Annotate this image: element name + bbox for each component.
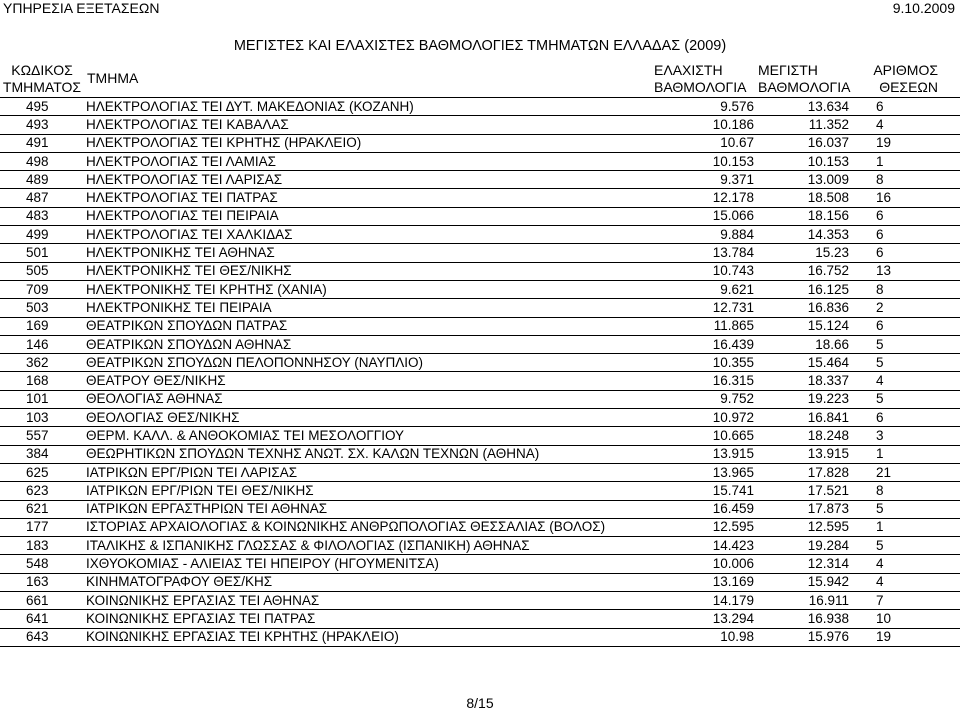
cell-department: ΗΛΕΚΤΡΟΝΙΚΗΣ ΤΕΙ ΠΕΙΡΑΙΑ	[84, 299, 644, 317]
cell-code: 499	[0, 226, 84, 244]
table-row	[0, 500, 960, 518]
table-row	[0, 354, 960, 372]
table-row	[0, 592, 960, 610]
cell-max-score: 16.841	[756, 409, 864, 427]
cell-code: 489	[0, 171, 84, 189]
cell-department: ΗΛΕΚΤΡΟΛΟΓΙΑΣ ΤΕΙ ΛΑΜΙΑΣ	[84, 152, 644, 170]
cell-code: 168	[0, 372, 84, 390]
cell-code: 493	[0, 116, 84, 134]
cell-positions: 6	[864, 226, 960, 244]
page-number: 8/15	[466, 695, 494, 711]
cell-code: 621	[0, 500, 84, 518]
table-row	[0, 537, 960, 555]
cell-positions: 6	[864, 317, 960, 335]
cell-positions: 1	[864, 152, 960, 170]
cell-positions: 5	[864, 500, 960, 518]
table-row	[0, 171, 960, 189]
cell-positions: 19	[864, 628, 960, 646]
cell-max-score: 17.828	[756, 463, 864, 481]
cell-min-score: 12.595	[644, 518, 756, 536]
cell-code: 501	[0, 244, 84, 262]
table-row	[0, 445, 960, 463]
cell-positions: 4	[864, 573, 960, 591]
cell-max-score: 16.752	[756, 262, 864, 280]
cell-max-score: 15.942	[756, 573, 864, 591]
table-row	[0, 628, 960, 646]
cell-code: 146	[0, 335, 84, 353]
cell-code: 163	[0, 573, 84, 591]
table-row	[0, 98, 960, 116]
cell-max-score: 14.353	[756, 226, 864, 244]
cell-positions: 5	[864, 390, 960, 408]
table-row	[0, 116, 960, 134]
cell-code: 101	[0, 390, 84, 408]
cell-department: ΚΟΙΝΩΝΙΚΗΣ ΕΡΓΑΣΙΑΣ ΤΕΙ ΚΡΗΤΗΣ (ΗΡΑΚΛΕΙΟ)	[84, 628, 644, 646]
cell-department: ΘΕΟΛΟΓΙΑΣ ΘΕΣ/ΝΙΚΗΣ	[84, 409, 644, 427]
cell-positions: 21	[864, 463, 960, 481]
cell-department: ΗΛΕΚΤΡΟΝΙΚΗΣ ΤΕΙ ΘΕΣ/ΝΙΚΗΣ	[84, 262, 644, 280]
cell-positions: 19	[864, 134, 960, 152]
cell-max-score: 13.009	[756, 171, 864, 189]
cell-code: 709	[0, 280, 84, 298]
cell-department: ΙΑΤΡΙΚΩΝ ΕΡΓ/ΡΙΩΝ ΤΕΙ ΛΑΡΙΣΑΣ	[84, 463, 644, 481]
cell-code: 169	[0, 317, 84, 335]
cell-code: 623	[0, 482, 84, 500]
cell-department: ΘΕΟΛΟΓΙΑΣ ΑΘΗΝΑΣ	[84, 390, 644, 408]
cell-code: 487	[0, 189, 84, 207]
cell-max-score: 16.938	[756, 610, 864, 628]
cell-max-score: 17.873	[756, 500, 864, 518]
cell-code: 498	[0, 152, 84, 170]
cell-code: 503	[0, 299, 84, 317]
cell-code: 548	[0, 555, 84, 573]
cell-min-score: 10.665	[644, 427, 756, 445]
table-row	[0, 262, 960, 280]
cell-min-score: 12.178	[644, 189, 756, 207]
cell-max-score: 11.352	[756, 116, 864, 134]
cell-min-score: 10.67	[644, 134, 756, 152]
cell-min-score: 9.884	[644, 226, 756, 244]
cell-max-score: 16.037	[756, 134, 864, 152]
cell-max-score: 15.464	[756, 354, 864, 372]
cell-department: ΘΕΩΡΗΤΙΚΩΝ ΣΠΟΥΔΩΝ ΤΕΧΝΗΣ ΑΝΩΤ. ΣΧ. ΚΑΛΩΝ ΤΕΧΝΩΝ (ΑΘΗΝΑ)	[84, 445, 644, 463]
cell-max-score: 15.23	[756, 244, 864, 262]
cell-min-score: 9.576	[644, 98, 756, 116]
cell-code: 384	[0, 445, 84, 463]
cell-max-score: 12.595	[756, 518, 864, 536]
cell-department: ΙΧΘΥΟΚΟΜΙΑΣ - ΑΛΙΕΙΑΣ ΤΕΙ ΗΠΕΙΡΟΥ (ΗΓΟΥΜΕΝΙΤΣΑ)	[84, 555, 644, 573]
cell-min-score: 16.439	[644, 335, 756, 353]
table-row	[0, 134, 960, 152]
cell-positions: 3	[864, 427, 960, 445]
cell-min-score: 14.423	[644, 537, 756, 555]
page-title: ΜΕΓΙΣΤΕΣ ΚΑΙ ΕΛΑΧΙΣΤΕΣ ΒΑΘΜΟΛΟΓΙΕΣ ΤΜΗΜΑΤΩΝ ΕΛΛΑΔΑΣ (2009)	[233, 38, 727, 54]
cell-max-score: 19.284	[756, 537, 864, 555]
cell-code: 491	[0, 134, 84, 152]
table-row	[0, 317, 960, 335]
cell-min-score: 10.153	[644, 152, 756, 170]
column-header-max: ΜΕΓΙΣΤΗ ΒΑΘΜΟΛΟΓΙΑ	[756, 60, 864, 98]
cell-department: ΙΑΤΡΙΚΩΝ ΕΡΓ/ΡΙΩΝ ΤΕΙ ΘΕΣ/ΝΙΚΗΣ	[84, 482, 644, 500]
table-row	[0, 427, 960, 445]
cell-code: 505	[0, 262, 84, 280]
table-row	[0, 518, 960, 536]
cell-min-score: 16.315	[644, 372, 756, 390]
table-row	[0, 207, 960, 225]
cell-max-score: 15.976	[756, 628, 864, 646]
cell-max-score: 18.337	[756, 372, 864, 390]
cell-max-score: 16.911	[756, 592, 864, 610]
cell-positions: 8	[864, 280, 960, 298]
cell-min-score: 13.965	[644, 463, 756, 481]
cell-code: 103	[0, 409, 84, 427]
cell-max-score: 10.153	[756, 152, 864, 170]
cell-code: 362	[0, 354, 84, 372]
column-header-positions: ΑΡΙΘΜΟΣ ΘΕΣΕΩΝ	[864, 60, 960, 98]
column-header-code: ΚΩΔΙΚΟΣ ΤΜΗΜΑΤΟΣ	[0, 60, 84, 98]
table-row	[0, 463, 960, 481]
cell-positions: 1	[864, 518, 960, 536]
report-date: 9.10.2009	[892, 0, 955, 16]
cell-max-score: 19.223	[756, 390, 864, 408]
cell-code: 643	[0, 628, 84, 646]
table-row	[0, 189, 960, 207]
cell-min-score: 10.006	[644, 555, 756, 573]
cell-department: ΗΛΕΚΤΡΟΛΟΓΙΑΣ ΤΕΙ ΠΕΙΡΑΙΑ	[84, 207, 644, 225]
cell-positions: 8	[864, 171, 960, 189]
cell-department: ΘΕΑΤΡΙΚΩΝ ΣΠΟΥΔΩΝ ΑΘΗΝΑΣ	[84, 335, 644, 353]
cell-code: 495	[0, 98, 84, 116]
table-row	[0, 335, 960, 353]
cell-positions: 5	[864, 537, 960, 555]
cell-department: ΗΛΕΚΤΡΟΛΟΓΙΑΣ ΤΕΙ ΠΑΤΡΑΣ	[84, 189, 644, 207]
cell-positions: 5	[864, 335, 960, 353]
cell-min-score: 14.179	[644, 592, 756, 610]
cell-code: 641	[0, 610, 84, 628]
cell-positions: 7	[864, 592, 960, 610]
cell-department: ΙΣΤΟΡΙΑΣ ΑΡΧΑΙΟΛΟΓΙΑΣ & ΚΟΙΝΩΝΙΚΗΣ ΑΝΘΡΩΠΟΛΟΓΙΑΣ ΘΕΣΣΑΛΙΑΣ (ΒΟΛΟΣ)	[84, 518, 644, 536]
cell-min-score: 13.169	[644, 573, 756, 591]
cell-positions: 2	[864, 299, 960, 317]
cell-min-score: 12.731	[644, 299, 756, 317]
cell-max-score: 13.915	[756, 445, 864, 463]
cell-min-score: 10.98	[644, 628, 756, 646]
cell-max-score: 12.314	[756, 555, 864, 573]
cell-code: 177	[0, 518, 84, 536]
cell-department: ΗΛΕΚΤΡΟΛΟΓΙΑΣ ΤΕΙ ΛΑΡΙΣΑΣ	[84, 171, 644, 189]
cell-department: ΗΛΕΚΤΡΟΛΟΓΙΑΣ ΤΕΙ ΧΑΛΚΙΔΑΣ	[84, 226, 644, 244]
cell-min-score: 10.186	[644, 116, 756, 134]
table-row	[0, 299, 960, 317]
cell-department: ΗΛΕΚΤΡΟΝΙΚΗΣ ΤΕΙ ΑΘΗΝΑΣ	[84, 244, 644, 262]
cell-min-score: 10.743	[644, 262, 756, 280]
table-row	[0, 226, 960, 244]
cell-positions: 6	[864, 98, 960, 116]
cell-positions: 4	[864, 116, 960, 134]
cell-min-score: 15.066	[644, 207, 756, 225]
cell-code: 625	[0, 463, 84, 481]
cell-min-score: 9.752	[644, 390, 756, 408]
table-row	[0, 610, 960, 628]
cell-min-score: 16.459	[644, 500, 756, 518]
table-row	[0, 280, 960, 298]
table-row	[0, 482, 960, 500]
table-row	[0, 152, 960, 170]
cell-min-score: 15.741	[644, 482, 756, 500]
scores-table	[0, 60, 960, 647]
cell-min-score: 13.784	[644, 244, 756, 262]
cell-department: ΘΕΡΜ. ΚΑΛΛ. & ΑΝΘΟΚΟΜΙΑΣ ΤΕΙ ΜΕΣΟΛΟΓΓΙΟΥ	[84, 427, 644, 445]
cell-max-score: 13.634	[756, 98, 864, 116]
cell-positions: 1	[864, 445, 960, 463]
cell-max-score: 15.124	[756, 317, 864, 335]
cell-max-score: 18.508	[756, 189, 864, 207]
cell-max-score: 16.836	[756, 299, 864, 317]
cell-positions: 4	[864, 372, 960, 390]
cell-positions: 5	[864, 354, 960, 372]
cell-department: ΗΛΕΚΤΡΟΛΟΓΙΑΣ ΤΕΙ ΚΑΒΑΛΑΣ	[84, 116, 644, 134]
cell-min-score: 13.294	[644, 610, 756, 628]
cell-code: 483	[0, 207, 84, 225]
table-row	[0, 244, 960, 262]
cell-department: ΗΛΕΚΤΡΟΛΟΓΙΑΣ ΤΕΙ ΚΡΗΤΗΣ (ΗΡΑΚΛΕΙΟ)	[84, 134, 644, 152]
cell-code: 557	[0, 427, 84, 445]
table-row	[0, 409, 960, 427]
cell-department: ΘΕΑΤΡΟΥ ΘΕΣ/ΝΙΚΗΣ	[84, 372, 644, 390]
cell-positions: 6	[864, 409, 960, 427]
cell-positions: 4	[864, 555, 960, 573]
cell-code: 661	[0, 592, 84, 610]
cell-min-score: 13.915	[644, 445, 756, 463]
table-row	[0, 390, 960, 408]
cell-max-score: 17.521	[756, 482, 864, 500]
cell-positions: 8	[864, 482, 960, 500]
cell-min-score: 9.621	[644, 280, 756, 298]
table-row	[0, 573, 960, 591]
cell-min-score: 9.371	[644, 171, 756, 189]
cell-min-score: 10.972	[644, 409, 756, 427]
cell-min-score: 11.865	[644, 317, 756, 335]
cell-code: 183	[0, 537, 84, 555]
cell-positions: 16	[864, 189, 960, 207]
cell-positions: 6	[864, 244, 960, 262]
cell-department: ΘΕΑΤΡΙΚΩΝ ΣΠΟΥΔΩΝ ΠΑΤΡΑΣ	[84, 317, 644, 335]
cell-max-score: 16.125	[756, 280, 864, 298]
cell-max-score: 18.248	[756, 427, 864, 445]
cell-department: ΙΑΤΡΙΚΩΝ ΕΡΓΑΣΤΗΡΙΩΝ ΤΕΙ ΑΘΗΝΑΣ	[84, 500, 644, 518]
table-header-row	[0, 60, 960, 98]
cell-department: ΗΛΕΚΤΡΟΝΙΚΗΣ ΤΕΙ ΚΡΗΤΗΣ (ΧΑΝΙΑ)	[84, 280, 644, 298]
cell-max-score: 18.66	[756, 335, 864, 353]
cell-positions: 6	[864, 207, 960, 225]
service-label: ΥΠΗΡΕΣΙΑ ΕΞΕΤΑΣΕΩΝ	[3, 0, 160, 16]
cell-department: ΘΕΑΤΡΙΚΩΝ ΣΠΟΥΔΩΝ ΠΕΛΟΠΟΝΝΗΣΟΥ (ΝΑΥΠΛΙΟ)	[84, 354, 644, 372]
cell-min-score: 10.355	[644, 354, 756, 372]
cell-department: ΚΙΝΗΜΑΤΟΓΡΑΦΟΥ ΘΕΣ/ΚΗΣ	[84, 573, 644, 591]
cell-department: ΙΤΑΛΙΚΗΣ & ΙΣΠΑΝΙΚΗΣ ΓΛΩΣΣΑΣ & ΦΙΛΟΛΟΓΙΑΣ (ΙΣΠΑΝΙΚΗ) ΑΘΗΝΑΣ	[84, 537, 644, 555]
column-header-min: ΕΛΑΧΙΣΤΗ ΒΑΘΜΟΛΟΓΙΑ	[644, 60, 756, 98]
cell-department: ΚΟΙΝΩΝΙΚΗΣ ΕΡΓΑΣΙΑΣ ΤΕΙ ΠΑΤΡΑΣ	[84, 610, 644, 628]
table-row	[0, 372, 960, 390]
cell-positions: 10	[864, 610, 960, 628]
cell-department: ΚΟΙΝΩΝΙΚΗΣ ΕΡΓΑΣΙΑΣ ΤΕΙ ΑΘΗΝΑΣ	[84, 592, 644, 610]
cell-positions: 13	[864, 262, 960, 280]
cell-department: ΗΛΕΚΤΡΟΛΟΓΙΑΣ ΤΕΙ ΔΥΤ. ΜΑΚΕΔΟΝΙΑΣ (ΚΟΖΑΝΗ)	[84, 98, 644, 116]
column-header-dept: ΤΜΗΜΑ	[84, 60, 644, 98]
cell-max-score: 18.156	[756, 207, 864, 225]
table-body	[0, 98, 960, 647]
table-row	[0, 555, 960, 573]
